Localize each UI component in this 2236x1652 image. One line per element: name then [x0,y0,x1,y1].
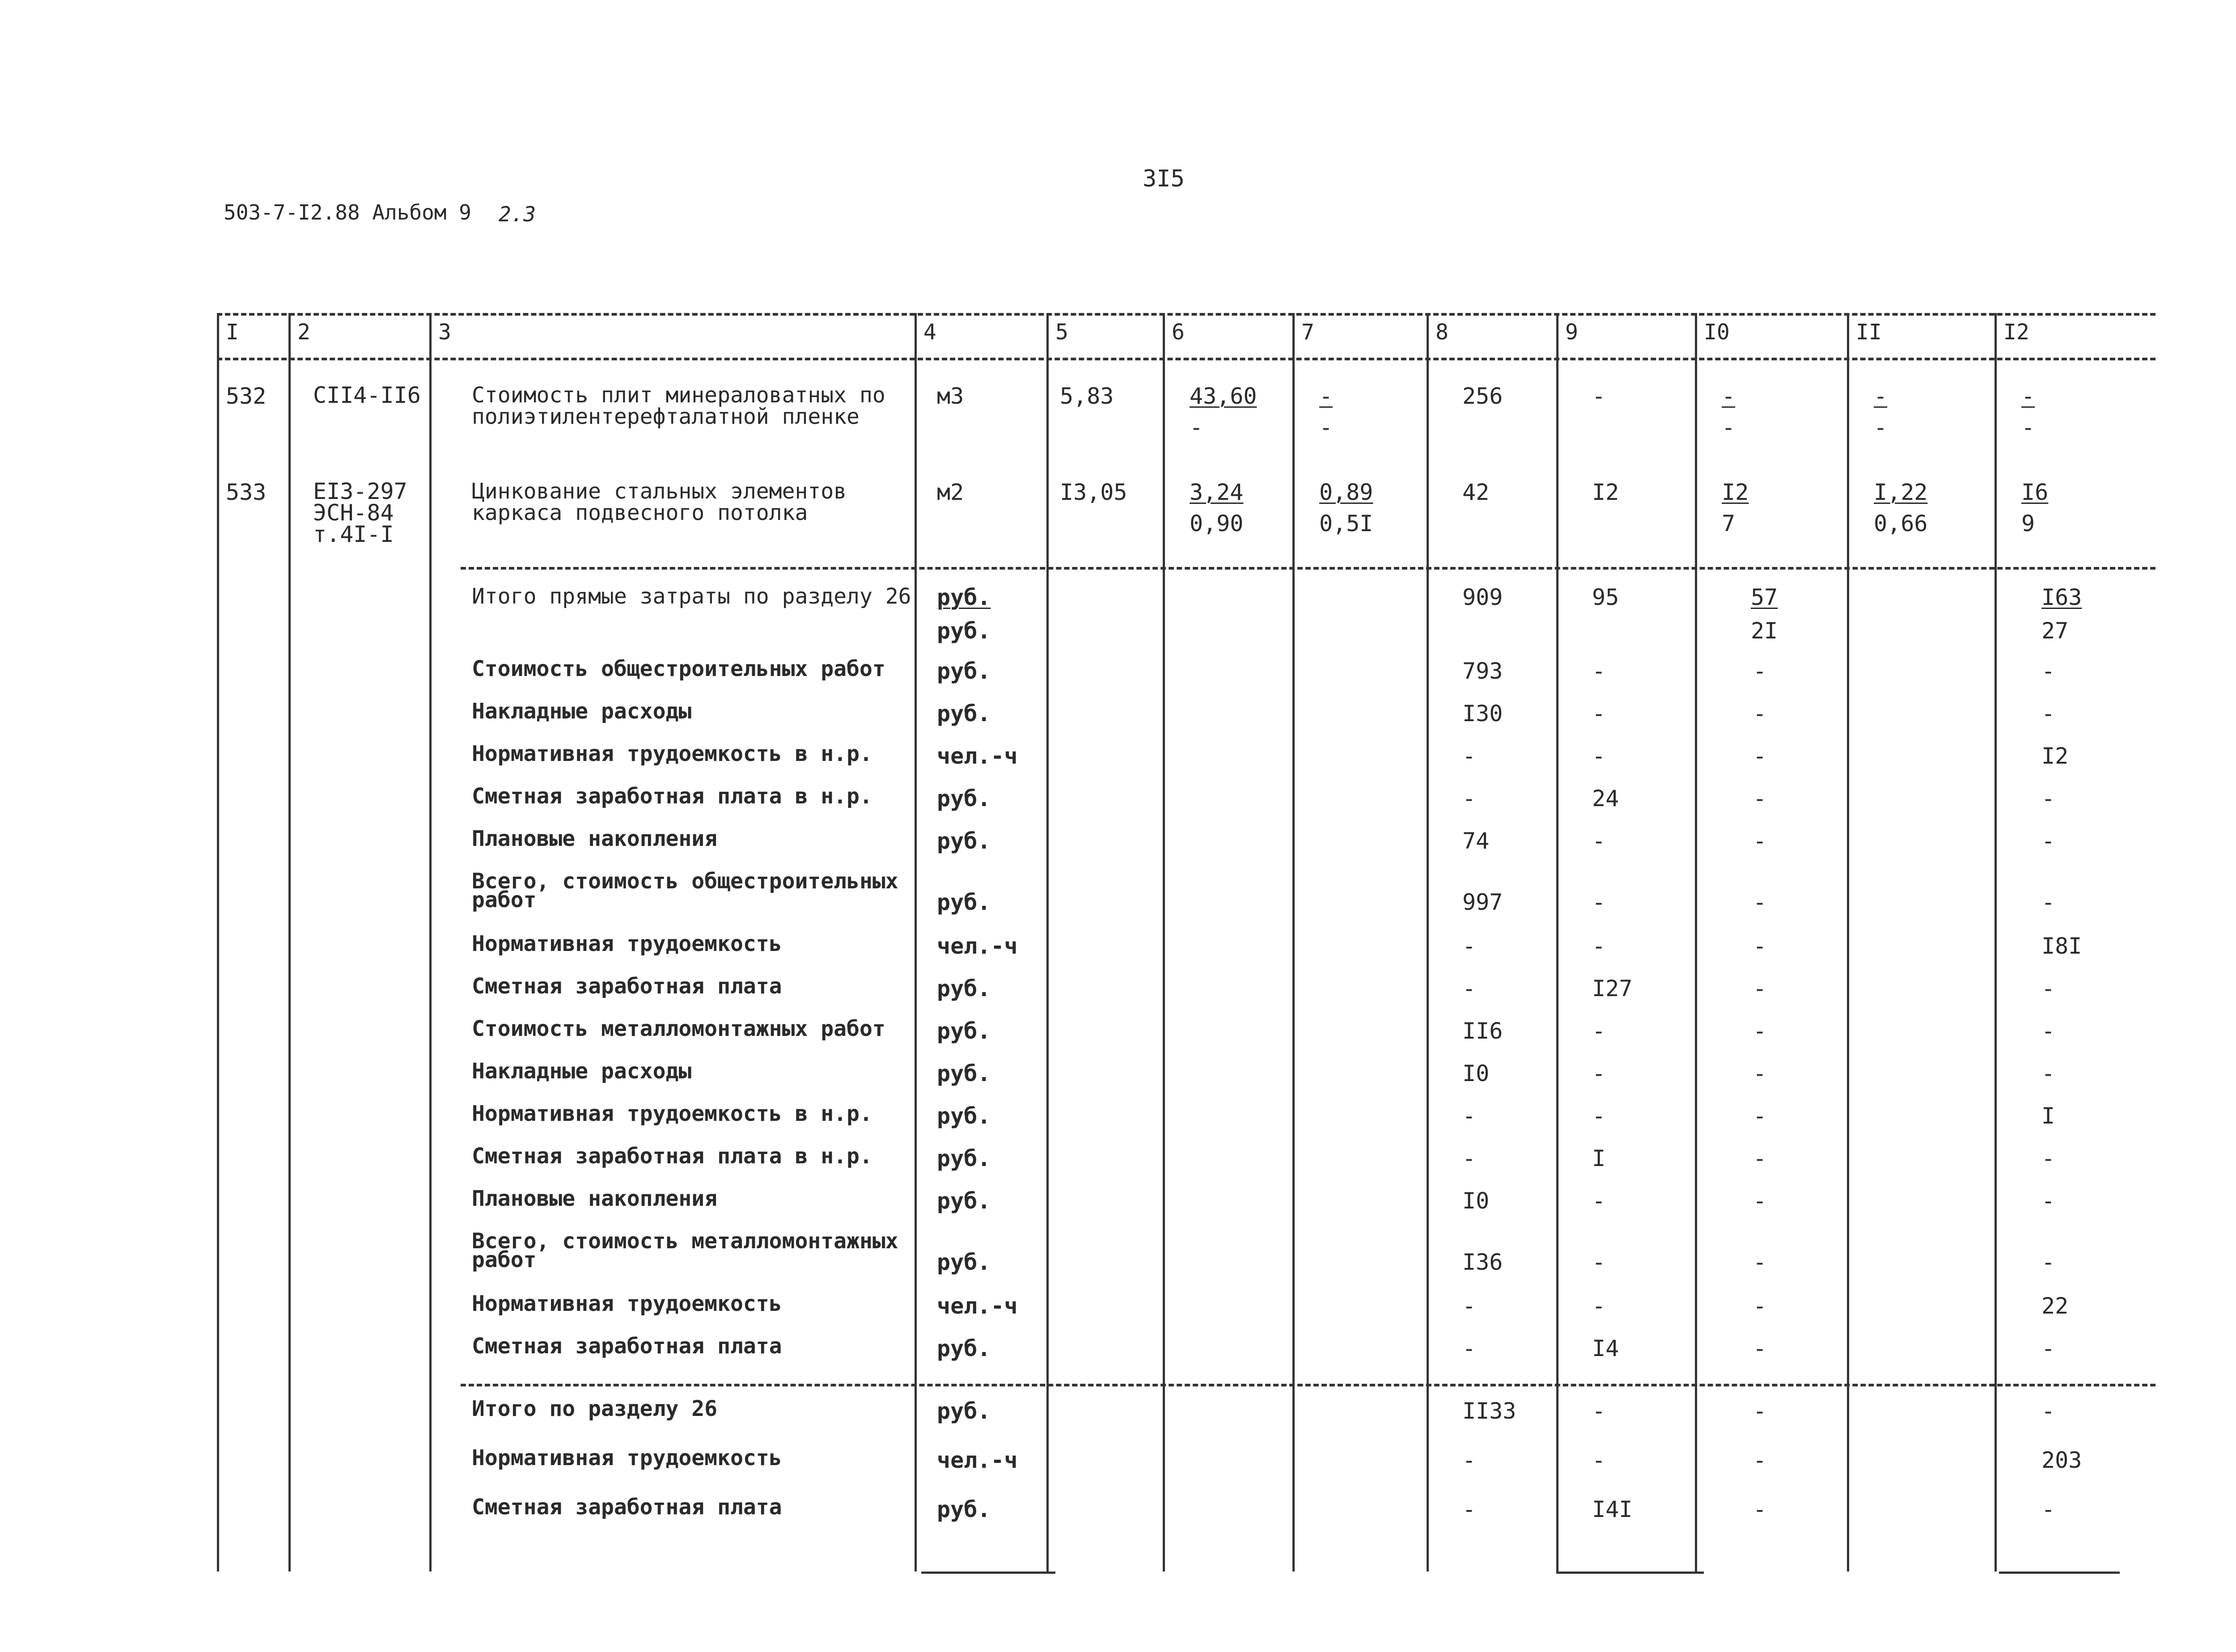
col7-top: - [1319,383,1333,409]
col11-top: I,22 [1874,479,1928,505]
column-header: 5 [1055,320,1068,345]
column-rule [1556,313,1558,1572]
summary-row-col12: - [2041,1018,2055,1044]
summary-row-col8: - [1462,743,1476,769]
summary-row-label: Всего, стоимость металломонтажных работ [472,1229,898,1272]
summary-row-unit: руб. [937,1103,991,1129]
summary-row-col12: - [2041,1145,2055,1171]
section-total-row-col12: - [2041,1398,2055,1424]
summary-row-col9: 24 [1592,786,1619,811]
item-number: 533 [226,479,267,505]
column-rule [1995,313,1997,1572]
summary-row-col8: II6 [1462,1018,1503,1044]
summary-row-col8: - [1462,786,1476,811]
summary-row-col8: I0 [1462,1188,1490,1214]
section-total-row-col12: 203 [2041,1447,2082,1473]
summary-row-unit: чел.-ч [937,743,1018,769]
summary-row-unit: руб. [937,889,991,915]
summary-row-col9: - [1592,743,1606,769]
summary-row-label: Всего, стоимость общестроительных работ [472,869,898,913]
total-direct-col10-top: 57 [1751,584,1778,610]
summary-row-col10: - [1753,933,1767,959]
summary-row-col8: - [1462,976,1476,1001]
summary-row-unit: руб. [937,1249,991,1275]
total-direct-unit-bottom: руб. [937,618,991,644]
section-total-row-col8: - [1462,1447,1476,1473]
summary-row-col12: 22 [2041,1293,2069,1319]
column-header: 7 [1301,320,1314,345]
summary-row-unit: руб. [937,828,991,854]
total-direct-unit-top: руб. [937,584,991,610]
summary-row-col12: - [2041,658,2055,684]
col9-value: - [1592,383,1606,409]
document-reference-note: 2.3 [499,202,536,226]
summary-row-col9: - [1592,1293,1606,1319]
column-header: 2 [297,320,310,345]
col6-top: 3,24 [1190,479,1244,505]
col10-bottom: 7 [1722,511,1736,537]
section-total-row-col10: - [1753,1496,1767,1522]
summary-row-col12: - [2041,1335,2055,1361]
item-quantity: I3,05 [1060,479,1127,505]
col11-bottom: - [1874,414,1888,440]
section-total-row-unit: чел.-ч [937,1447,1018,1473]
item-code: СII4-II6 [313,382,421,408]
summary-row-col10: - [1753,1103,1767,1129]
item-description: Цинкование стальных элементов каркаса подвесного потолка [472,479,847,525]
column-header: I2 [2003,320,2029,345]
item-number: 532 [226,383,267,409]
summary-row-col9: - [1592,889,1606,915]
summary-row-label: Сметная заработная плата в н.р. [472,784,872,809]
summary-row-unit: руб. [937,976,991,1001]
section-total-row-col9: I4I [1592,1496,1633,1522]
section-total-row-label: Итого по разделу 26 [472,1396,718,1421]
col7-bottom: - [1319,414,1333,440]
summary-row-col10: - [1753,889,1767,915]
section-total-row-label: Сметная заработная плата [472,1495,782,1520]
column-rule [915,313,917,1572]
column-header: 3 [438,320,451,345]
col6-bottom: - [1190,414,1203,440]
col12-bottom: 9 [2021,511,2035,537]
summary-row-col9: - [1592,701,1606,727]
column-header: I [226,320,239,345]
summary-row-col8: - [1462,1103,1476,1129]
summary-row-col10: - [1753,1293,1767,1319]
summary-row-unit: руб. [937,658,991,684]
summary-row-col12: - [2041,786,2055,811]
column-rule [1847,313,1849,1572]
summary-row-label: Плановые накопления [472,1186,718,1211]
section-total-row-col12: - [2041,1496,2055,1522]
section-total-row-unit: руб. [937,1496,991,1522]
summary-row-label: Нормативная трудоемкость [472,931,782,956]
summary-row-col8: 793 [1462,658,1503,684]
col12-top: - [2021,383,2035,409]
column-rule [1427,313,1429,1572]
summary-row-unit: чел.-ч [937,933,1018,959]
column-header: I0 [1704,320,1730,345]
summary-row-col9: I4 [1592,1335,1619,1361]
summary-row-label: Накладные расходы [472,699,692,724]
summary-row-col9: - [1592,658,1606,684]
column-header: 6 [1172,320,1185,345]
summary-row-label: Нормативная трудоемкость в н.р. [472,1101,872,1126]
document-reference: 503-7-I2.88 Альбом 9 [224,200,471,224]
column-rule [429,313,432,1572]
summary-row-col10: - [1753,1335,1767,1361]
dashed-rule [217,358,2156,360]
dashed-rule [461,1384,2156,1386]
summary-row-col9: - [1592,1103,1606,1129]
total-direct-col9: 95 [1592,584,1619,610]
summary-row-col10: - [1753,786,1767,811]
column-header: 4 [923,320,936,345]
summary-row-col8: - [1462,1293,1476,1319]
summary-row-col12: - [2041,1060,2055,1086]
section-total-row-col10: - [1753,1398,1767,1424]
section-total-row-col9: - [1592,1398,1606,1424]
summary-row-col9: - [1592,1060,1606,1086]
summary-row-unit: руб. [937,1188,991,1214]
column-header: 8 [1436,320,1448,345]
section-total-row-label: Нормативная трудоемкость [472,1445,782,1470]
summary-row-col9: - [1592,828,1606,854]
summary-row-col10: - [1753,828,1767,854]
col10-top: I2 [1722,479,1749,505]
col10-top: - [1722,383,1736,409]
summary-row-col12: - [2041,976,2055,1001]
col8-value: 256 [1462,383,1503,409]
total-direct-col8: 909 [1462,584,1503,610]
summary-row-unit: руб. [937,1060,991,1086]
dashed-rule [461,567,2156,570]
col6-top: 43,60 [1190,383,1257,409]
bottom-rule [1556,1572,1704,1574]
page-number: 3I5 [1143,165,1185,192]
summary-row-col10: - [1753,701,1767,727]
col7-top: 0,89 [1319,479,1373,505]
column-rule [1163,313,1165,1572]
summary-row-unit: руб. [937,1335,991,1361]
summary-row-col8: 997 [1462,889,1503,915]
summary-row-col12: - [2041,1188,2055,1214]
summary-row-label: Стоимость общестроительных работ [472,656,885,681]
col6-bottom: 0,90 [1190,511,1244,537]
summary-row-unit: руб. [937,701,991,727]
summary-row-label: Нормативная трудоемкость в н.р. [472,741,872,766]
summary-row-col10: - [1753,1188,1767,1214]
summary-row-col8: 74 [1462,828,1490,854]
summary-row-col9: I [1592,1145,1606,1171]
summary-row-col10: - [1753,976,1767,1001]
summary-row-unit: руб. [937,1145,991,1171]
summary-row-col12: - [2041,1249,2055,1275]
col8-value: 42 [1462,479,1490,505]
summary-row-col10: - [1753,1060,1767,1086]
summary-row-label: Сметная заработная плата [472,1334,782,1359]
summary-row-label: Стоимость металломонтажных работ [472,1016,885,1041]
summary-row-col8: I0 [1462,1060,1490,1086]
summary-row-col8: - [1462,1145,1476,1171]
summary-row-label: Накладные расходы [472,1059,692,1084]
summary-row-unit: руб. [937,1018,991,1044]
summary-row-col10: - [1753,1018,1767,1044]
summary-row-col9: - [1592,933,1606,959]
summary-row-col12: - [2041,889,2055,915]
summary-row-label: Плановые накопления [472,826,718,851]
bottom-rule [921,1572,1055,1574]
col12-bottom: - [2021,414,2035,440]
section-total-row-col9: - [1592,1447,1606,1473]
summary-row-col8: I30 [1462,701,1503,727]
total-direct-col12-bottom: 27 [2041,618,2069,644]
summary-row-col10: - [1753,1249,1767,1275]
column-header: II [1856,320,1882,345]
summary-row-col12: - [2041,701,2055,727]
col9-value: I2 [1592,479,1619,505]
summary-row-col9: I27 [1592,976,1633,1001]
column-rule [1695,313,1697,1572]
summary-row-col12: I8I [2041,933,2082,959]
summary-row-col12: - [2041,828,2055,854]
col10-bottom: - [1722,414,1736,440]
col11-bottom: 0,66 [1874,511,1928,537]
column-header: 9 [1565,320,1578,345]
col12-top: I6 [2021,479,2049,505]
summary-row-col10: - [1753,743,1767,769]
section-total-row-col10: - [1753,1447,1767,1473]
summary-row-col9: - [1592,1249,1606,1275]
column-rule [1046,313,1049,1572]
summary-row-unit: руб. [937,786,991,811]
column-rule [1292,313,1295,1572]
summary-row-col9: - [1592,1188,1606,1214]
summary-row-label: Нормативная трудоемкость [472,1291,782,1316]
col7-bottom: 0,5I [1319,511,1373,537]
summary-row-col12: I2 [2041,743,2069,769]
summary-row-col8: - [1462,933,1476,959]
item-quantity: 5,83 [1060,383,1114,409]
total-direct-col10-bottom: 2I [1751,618,1778,644]
summary-row-unit: чел.-ч [937,1293,1018,1319]
col11-top: - [1874,383,1888,409]
summary-row-label: Сметная заработная плата [472,974,782,999]
summary-row-col8: I36 [1462,1249,1503,1275]
summary-row-label: Сметная заработная плата в н.р. [472,1144,872,1169]
section-total-row-col8: II33 [1462,1398,1516,1424]
section-total-row-col8: - [1462,1496,1476,1522]
summary-row-col10: - [1753,1145,1767,1171]
total-direct-label: Итого прямые затраты по разделу 26 [472,584,911,609]
summary-row-col9: - [1592,1018,1606,1044]
section-total-row-unit: руб. [937,1398,991,1424]
item-unit: м3 [937,383,964,409]
dashed-rule [217,313,2156,316]
item-code: ЕI3-297 ЭСН-84 т.4I-I [313,478,407,547]
total-direct-col12-top: I63 [2041,584,2082,610]
summary-row-col10: - [1753,658,1767,684]
summary-row-col8: - [1462,1335,1476,1361]
item-description: Стоимость плит минераловатных по полиэтилентерефталатной пленке [472,383,885,429]
summary-row-col12: I [2041,1103,2055,1129]
bottom-rule [1999,1572,2120,1574]
column-rule [217,313,219,1572]
column-rule [288,313,291,1572]
item-unit: м2 [937,479,964,505]
